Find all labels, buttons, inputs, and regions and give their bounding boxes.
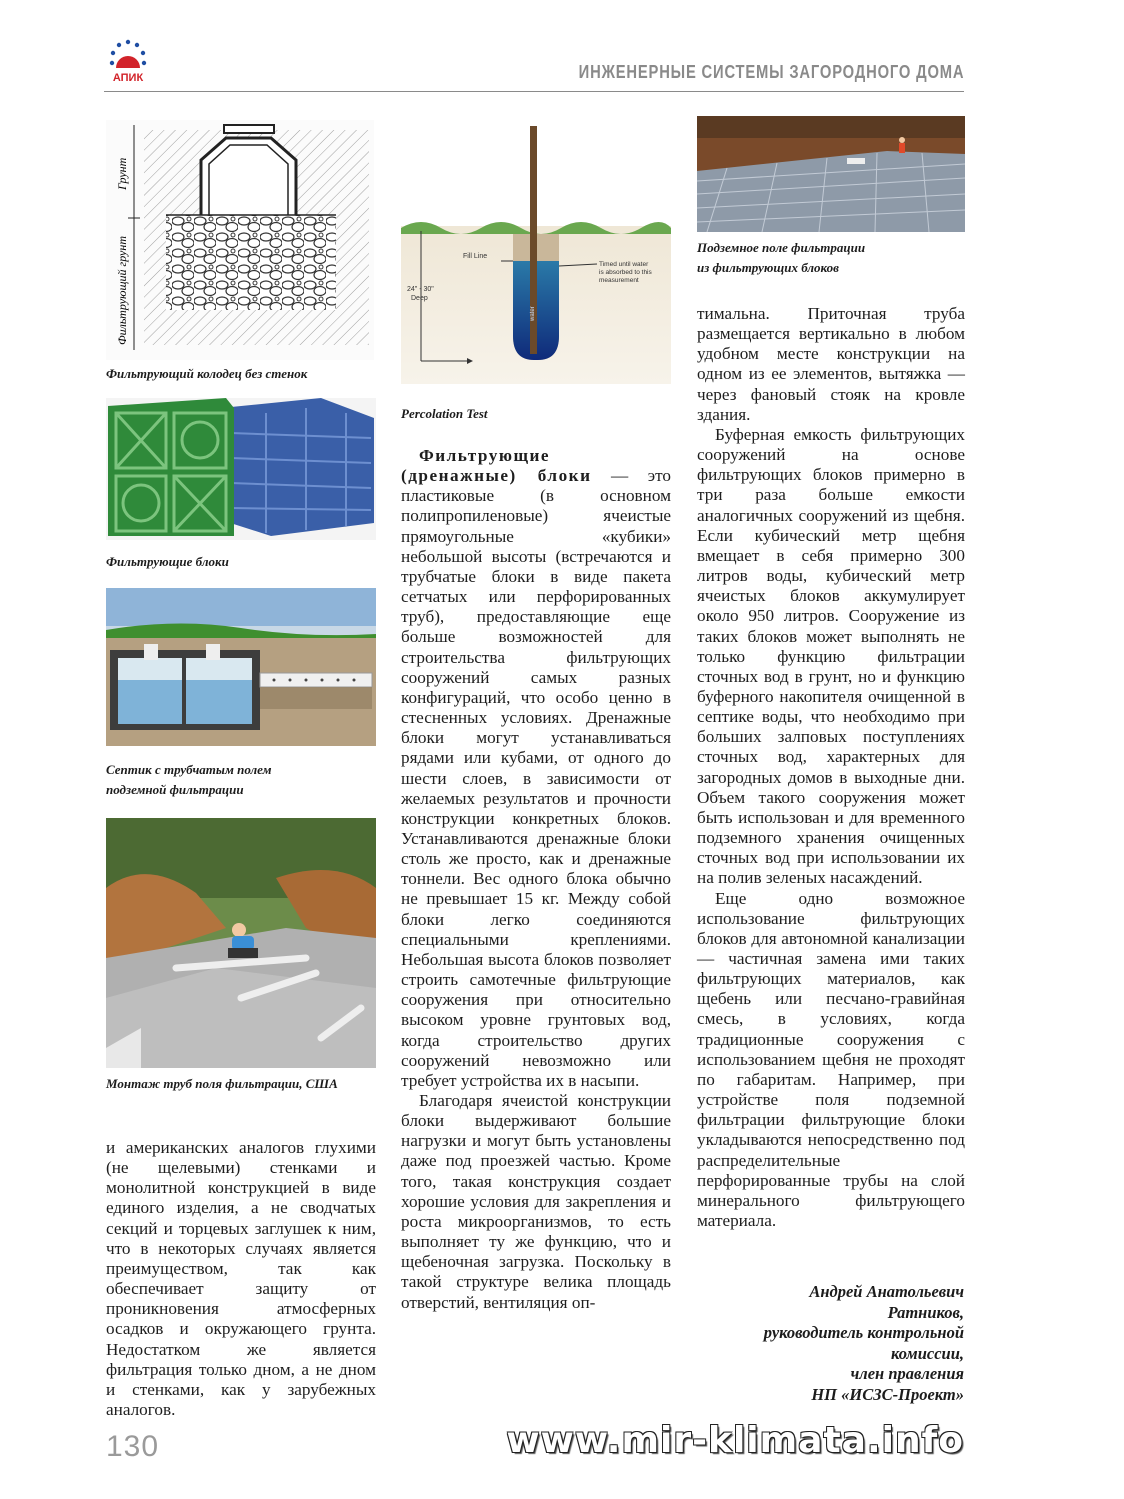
signature-line: руководитель контрольной: [763, 1323, 964, 1342]
signature-line: комиссии,: [891, 1343, 964, 1363]
caption-field-line1: Подземное поле фильтрации: [697, 240, 866, 255]
signature-line: член правления: [850, 1364, 964, 1383]
figure-filter-well: [106, 120, 374, 360]
text-column-middle: [401, 446, 671, 1313]
caption-field-line2: из фильтрующих блоков: [697, 260, 839, 275]
lead-term: Фильтрующие (дренажные) блоки: [401, 446, 592, 486]
figure-filter-blocks: [106, 398, 376, 540]
water-label: water: [530, 306, 536, 321]
signature-line: НП «ИСЗС-Проект»: [811, 1384, 964, 1404]
site-url[interactable]: www.mir-klimata.info: [506, 1420, 964, 1461]
caption-filter-well: Фильтрующий колодец без стенок: [106, 366, 308, 381]
timed-note-1: Timed until water: [599, 261, 649, 268]
fill-line-label: Fill Line: [463, 253, 488, 260]
caption-septic-line2: подземной фильтрации: [106, 782, 244, 797]
caption-percolation-test: Percolation Test: [401, 406, 488, 421]
caption-installation: Монтаж труб поля фильтрации, США: [106, 1076, 338, 1091]
author-signature: [674, 1282, 964, 1405]
signature-line: Ратников,: [887, 1302, 964, 1322]
right-paragraph-3: Еще одно возможное использование фильтрующих блоков для автономной канализации — частичная замена ими таких фильтрующих материалов, как щебень или песчано-гравийная смесь, в условиях, когда традиционные сооружения с использованием щебня не проходят по габаритам. Например, при устройстве поля подземной фильтрации фильтрующие блоки укладываются непосредственно под распределительные перфорированные трубы на слой минерального фильтрующего материала.: [697, 888, 965, 1231]
timed-note-2: is absorbed to this: [599, 269, 652, 276]
text-column-left: [106, 1138, 376, 1420]
figure-percolation-test: [401, 116, 671, 384]
caption-septic: [106, 760, 376, 800]
header-rule: [104, 91, 964, 92]
depth-label-1: 24" - 30": [407, 286, 434, 293]
figure-installation: [106, 818, 376, 1068]
caption-filtration-field: [697, 238, 965, 278]
logo-text: АПИК: [112, 72, 144, 84]
well-label-top: Грунт: [115, 157, 129, 190]
figure-filtration-field: [697, 116, 965, 232]
sun-icon: [116, 56, 140, 68]
mid-paragraph-1-rest: — это пластиковые (в основном полипропиленовые) ячеистые прямоугольные «кубики» небольшой высоты (встречаются и трубчатые блоки в виде пакета сетчатых или перфорированных труб), предоставляющие еще больше возможностей для строительства фильтрующих сооружений самых разных конфигураций, что особо ценно в стесненных условиях. Дренажные блоки могут устанавливаться рядами или кубами, от одного до шести слоев, в зависимости от желаемых результатов и прочности конструкции конкретных блоков. Устанавливаются дренажные блоки столь же просто, как и дренажные тоннели. Вес одного блока обычно не превышает 15 кг. Между собой блоки легко соединяются специальными креплениями. Небольшая высота блоков позволяет строить самотечные фильтрующие сооружения при относительно высоком уровне грунтовых вод, когда строительство других сооружений невозможно или требует устройства их в насыпи.: [401, 466, 671, 1090]
right-paragraph-1: тимальна. Приточная труба размещается вертикально в любом удобном месте конструкции на одном из ее элементов, вытяжка — через фановый стояк на кровле здания.: [697, 304, 965, 424]
well-label-bottom: Фильтрующий грунт: [115, 235, 129, 345]
depth-label-2: Deep: [411, 295, 428, 302]
signature-line: Андрей Анатольевич: [809, 1282, 964, 1301]
text-column-right: [697, 304, 965, 1231]
left-paragraph: и американских аналогов глухими (не щелевыми) стенками и монолитной конструкцией в виде единого изделия, а не сводчатых секций и торцевых заглушек к ним, что в некоторых случаях является преимуществом, так как обеспечивает защиту от проникновения атмосферных осадков и окружающего грунта. Недостатком же является фильтрация только дном, а не дном и стенками, как у зарубежных аналогов.: [106, 1138, 376, 1420]
figure-septic: [106, 588, 376, 746]
mid-paragraph-2: Благодаря ячеистой конструкции блоки выдерживают большие нагрузки и могут быть установлены даже под проезжей частью. Кроме того, такая конструкция создает хорошие условия для закрепления и роста микроорганизмов, то есть выполняет ту же функцию, что и щебеночная загрузка. Поскольку в такой структуре велика площадь отверстий, вентиляция оп-: [401, 1091, 671, 1312]
page-number: 130: [106, 1430, 160, 1463]
running-title: ИНЖЕНЕРНЫЕ СИСТЕМЫ ЗАГОРОДНОГО ДОМА: [578, 62, 964, 82]
caption-septic-line1: Септик с трубчатым полем: [106, 762, 272, 777]
timed-note-3: measurement: [599, 277, 639, 284]
right-paragraph-2: Буферная емкость фильтрующих сооружений на основе фильтрующих блоков примерно в три раза больше емкости аналогичных сооружений из щебня. Если кубический метр щебня вмещает в себя примерно 300 литров воды, кубический метр ячеистых блоков аккумулирует около 950 литров. Сооружение из таких блоков может выполнять не только функцию фильтрации сточных вод в грунт, но и функцию буферного накопителя очищенной в септике воды, что необходимо при больших залповых поступлениях сточных вод, характерных для загородных домов в выходные дни. Объем такого сооружения может быть использован и для временного подземного хранения очищенных сточных вод при использовании их на полив зеленых насаждений.: [697, 424, 965, 888]
caption-filter-blocks: Фильтрующие блоки: [106, 554, 229, 569]
mid-paragraph-1: [401, 446, 671, 1091]
